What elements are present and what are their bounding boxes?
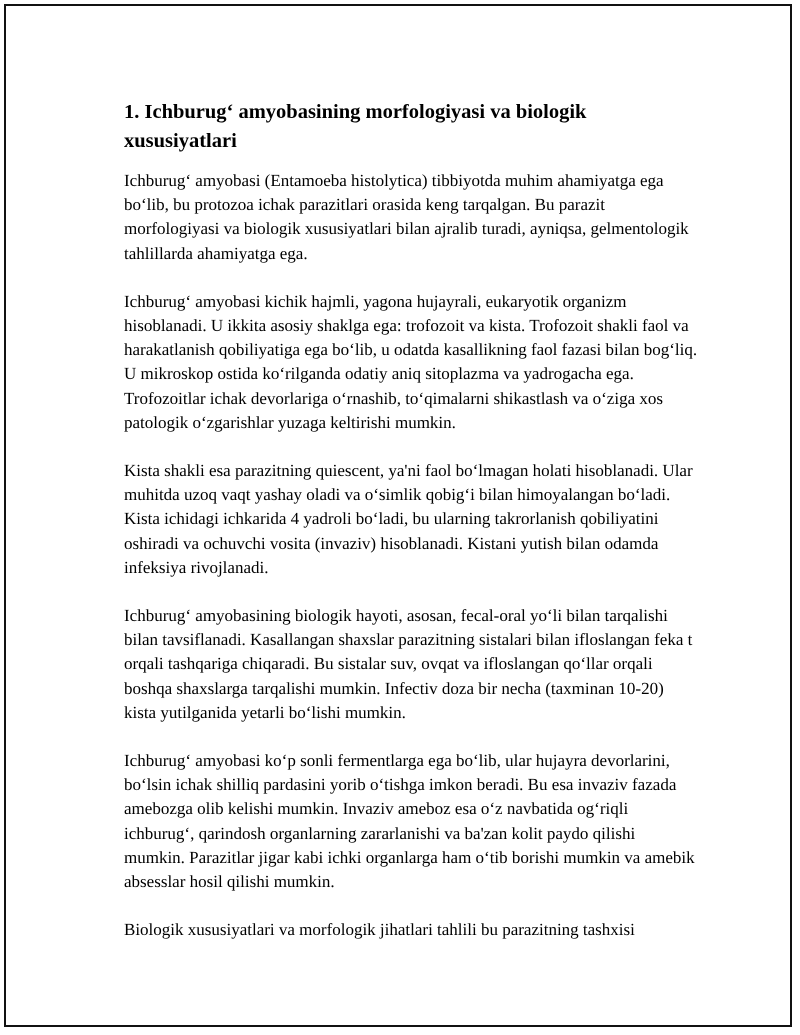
paragraph-morphology: Ichburug‘ amyobasi kichik hajmli, yagona hujayrali, eukaryotik organizm hisoblanadi. U ikkita asosiy shaklga ega: trofozoit va kista. Trofozoit shakli faol va harakatlanish qobiliyatiga ega bo‘lib, u odatda kasallikning faol fazasi bilan bog‘liq. U mikroskop ostida ko‘rilganda odatiy aniq sitoplazma va yadrogacha ega. Trofozoitlar ichak devorlariga o‘rnashib, to‘qimalarni shikastlash va o‘ziga xos patologik o‘zgarishlar yuzaga keltirishi mumkin. bbox=[124, 291, 698, 432]
paragraph-cyst: Kista shakli esa parazitning quiescent, ya'ni faol bo‘lmagan holati hisoblanadi. Ular muhitda uzoq vaqt yashay oladi va o‘simlik qobig‘i bilan himoyalangan bo‘ladi. Kista ichidagi ichkarida 4 yadroli bo‘ladi, bu ularning takrorlanish qobiliyatini oshiradi va ochuvchi vosita (invaziv) hisoblanadi. Kistani yutish bilan odamda infeksiya rivojlanadi. bbox=[124, 461, 693, 577]
section-heading: 1. Ichburug‘ amyobasining morfologiyasi va biologik xususiyatlari bbox=[124, 101, 587, 152]
paragraph-transmission: Ichburug‘ amyobasining biologik hayoti, asosan, fecal-oral yo‘li bilan tarqalishi bilan tavsiflanadi. Kasallangan shaxslar parazitning sistalari bilan ifloslangan feka t orqali tashqariga chiqaradi. Bu sistalar suv, ovqat va ifloslangan qo‘llar orqali boshqa shaxslarga tarqalishi mumkin. Infectiv doza bir necha (taxminan 10-20) kista yutilganida yetarli bo‘lishi mumkin. bbox=[124, 606, 693, 722]
page-frame bbox=[4, 4, 792, 1027]
paragraph-enzymes: Ichburug‘ amyobasi ko‘p sonli fermentlarga ega bo‘lib, ular hujayra devorlarini, bo‘lsin ichak shilliq pardasini yorib o‘tishga imkon beradi. Bu esa invaziv fazada amebozga olib kelishi mumkin. Invaziv ameboz esa o‘z navbatida og‘riqli ichburug‘, qarindosh organlarning zararlanishi va ba'zan kolit paydo qilishi mumkin. Parazitlar jigar kabi ichki organlarga ham o‘tib borishi mumkin va amebik absesslar hosil qilishi mumkin. bbox=[124, 751, 695, 892]
document-body bbox=[124, 98, 699, 966]
paragraph-analysis: Biologik xususiyatlari va morfologik jihatlari tahlili bu parazitning tashxisi bbox=[124, 920, 635, 940]
paragraph-intro: Ichburug‘ amyobasi (Entamoeba histolytica) tibbiyotda muhim ahamiyatga ega bo‘lib, bu protozoa ichak parazitlari orasida keng tarqalgan. Bu parazit morfologiyasi va biologik xususiyatlari bilan ajralib turadi, ayniqsa, gelmentologik tahlillarda ahamiyatga ega. bbox=[124, 171, 689, 263]
